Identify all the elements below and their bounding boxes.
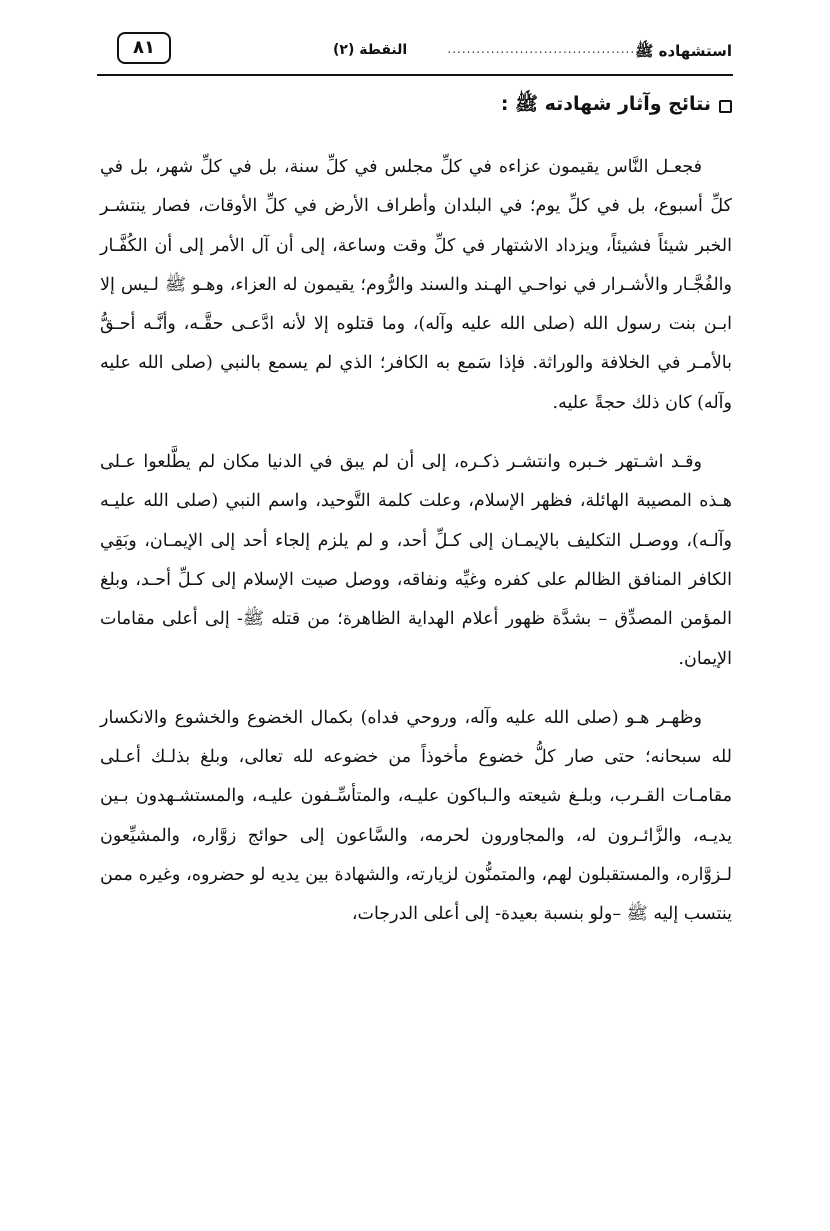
paragraph: وظهـر هـو (صلى الله عليه وآله، وروحي فداه) بكمال الخضوع والخشوع والانكسار لله سبحانه؛ حتى صار كلُّ خضوع مأخوذاً من خضوعه لله تعالى، وبلغ بذلـك أعـلى مقامـات القـرب، وبلـغ شيعته والـباكون عليـه، والمتأسِّـفون عليـه، والمستشـهدون بـين يديـه، والزَّائـرون له، والمجاورون لحرمه، والسَّاعون إلى حوائج زوَّاره، والمشيِّعون لـزوَّاره، والمستقبلون لهم، والمتمنُّون لزيارته، والشهادة بين يديه لو حضروه، وغيره ممن ينتسب إليه ﷺ –ولو بنسبة بعيدة- إلى أعلى الدرجات، bbox=[100, 707, 732, 925]
section-heading-text: نتائج وآثار شهادته ﷺ : bbox=[500, 93, 711, 115]
body-text bbox=[100, 148, 732, 955]
book-title: استشهاده ﷺ bbox=[635, 42, 732, 60]
paragraph: فجعـل النَّاس يقيمون عزاءه في كلِّ مجلس في كلِّ سنة، بل في كلِّ شهر، بل في كلِّ أسبوع، بل في كلِّ يوم؛ في البلدان وأطراف الأرض في كلِّ الأوقات، فصار ينتشـر الخبر شيئاً فشيئاً، ويزداد الاشتهار في كلِّ وقت وساعة، إلى أن آل الأمر إلى أن الكُفَّـار والفُجَّـار والأشـرار في نواحـي الهـند والسند والرُّوم؛ يقيمون له العزاء، وهـو ﷺ لـيس إلا ابـن بنت رسول الله (صلى الله عليه وآله)، وما قتلوه إلا لأنه ادَّعـى حقَّـه، وأنَّـه أحـقُّ بالأمـر في الخلافة والوراثة. فإذا سَمع به الكافر؛ الذي لم يسمع بالنبي (صلى الله عليه وآله) كان ذلك حجةً عليه. bbox=[100, 157, 732, 413]
header-dot-leader: ........................................ bbox=[447, 42, 640, 56]
section-heading bbox=[501, 92, 732, 120]
running-header bbox=[97, 32, 732, 76]
square-bullet-icon bbox=[719, 100, 732, 113]
page-number: ٨١ bbox=[117, 32, 171, 64]
paragraph: وقـد اشـتهر خـبره وانتشـر ذكـره، إلى أن لم يبق في الدنيا مكان لم يطَّلعوا عـلى هـذه المصيبة الهائلة، فظهر الإسلام، وعلت كلمة التَّوحيد، واسم النبي (صلى الله عليـه وآلـه)، ووصـل التكليف بالإيمـان إلى كـلِّ أحد، و لم يلزم إلجاء أحد إلى الإيمـان، وبَقِي الكافر المنافق الظالم على كفره وغيِّه ونفاقه، ووصل صيت الإسلام إلى كـلِّ أحـد، وبلغ المؤمن المصدِّق – بشدَّة ظهور أعلام الهداية الظاهرة؛ من قتله ﷺ- إلى أعلى مقامات الإيمان. bbox=[100, 452, 732, 669]
section-reference: النقطة (٢) bbox=[333, 42, 408, 58]
header-divider bbox=[97, 74, 733, 76]
